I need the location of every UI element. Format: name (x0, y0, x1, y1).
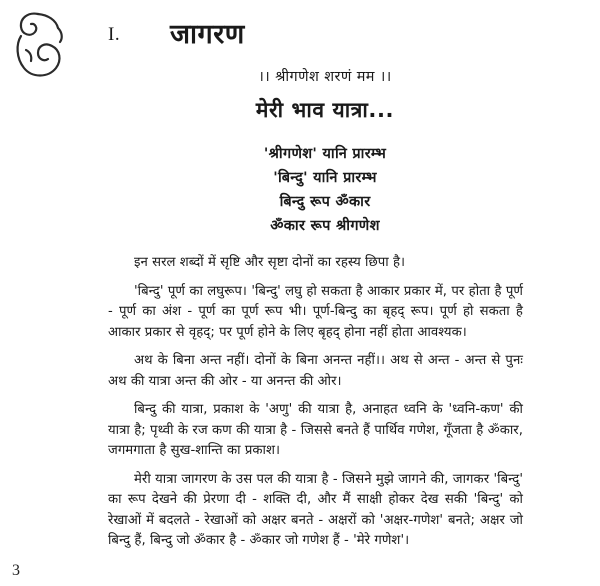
chapter-number: I. (108, 24, 121, 45)
verse-line: ॐकार रूप श्रीगणेश (270, 218, 380, 234)
verse-line: 'बिन्दु' यानि प्रारम्भ (273, 170, 377, 186)
section-subtitle: मेरी भाव यात्रा... (255, 98, 395, 122)
invocation-line: ।। श्रीगणेश शरणं मम ।। (258, 69, 392, 85)
chapter-title: जागरण (170, 19, 245, 50)
paragraph: बिन्दु की यात्रा, प्रकाश के 'अणु' की यात्रा है, अनाहत ध्वनि के 'ध्वनि-कण' की यात्रा है; पृथ्वी के रज कण की यात्रा है - जिससे बनते हैं पार्थिव गणेश, गूँजता है ॐकार, जगमगाता है सुख-शान्ति का प्रकाश। (108, 402, 523, 458)
paragraph: इन सरल शब्दों में सृष्टि और सृष्टा दोनों का रहस्य छिपा है। (134, 255, 406, 270)
chapter-heading (108, 18, 508, 64)
paragraph: अथ के बिना अन्त नहीं। दोनों के बिना अनन्त नहीं।। अथ से अन्त - अन्त से पुनः अथ की यात्रा अन्त की ओर - या अनन्त की ओर। (108, 353, 523, 389)
body-text (108, 253, 523, 552)
om-symbol-icon (8, 6, 72, 84)
verse-line: 'श्रीगणेश' यानि प्रारम्भ (263, 146, 387, 162)
page-number: 3 (12, 562, 20, 579)
paragraph: 'बिन्दु' पूर्ण का लघुरूप। 'बिन्दु' लघु हो सकता है आकार प्रकार में, पर होता है पूर्ण - पूर्ण का अंश - पूर्ण का पूर्ण रूप भी। पूर्ण-बिन्दु का बृहद् रूप। पूर्ण हो सकता है आकार प्रकार से वृहद्; पर पूर्ण होने के लिए बृहद् होना नहीं होता आवश्यक। (108, 283, 523, 340)
verse-block (90, 142, 560, 238)
verse-line: बिन्दु रूप ॐकार (279, 194, 371, 210)
paragraph: मेरी यात्रा जागरण के उस पल की यात्रा है - जिसने मुझे जागने की, जागकर 'बिन्दु' का रूप देखने की प्रेरणा दी - शक्ति दी, और मैं साक्षी होकर देख सकी 'बिन्दु' को रेखाओं में बदलते - रेखाओं को अक्षर बनते - अक्षरों को 'अक्षर-गणेश' बनते; अक्षर जो बिन्दु हैं, बिन्दु जो ॐकार है - ॐकार जो गणेश हैं - 'मेरे गणेश'। (108, 471, 523, 548)
